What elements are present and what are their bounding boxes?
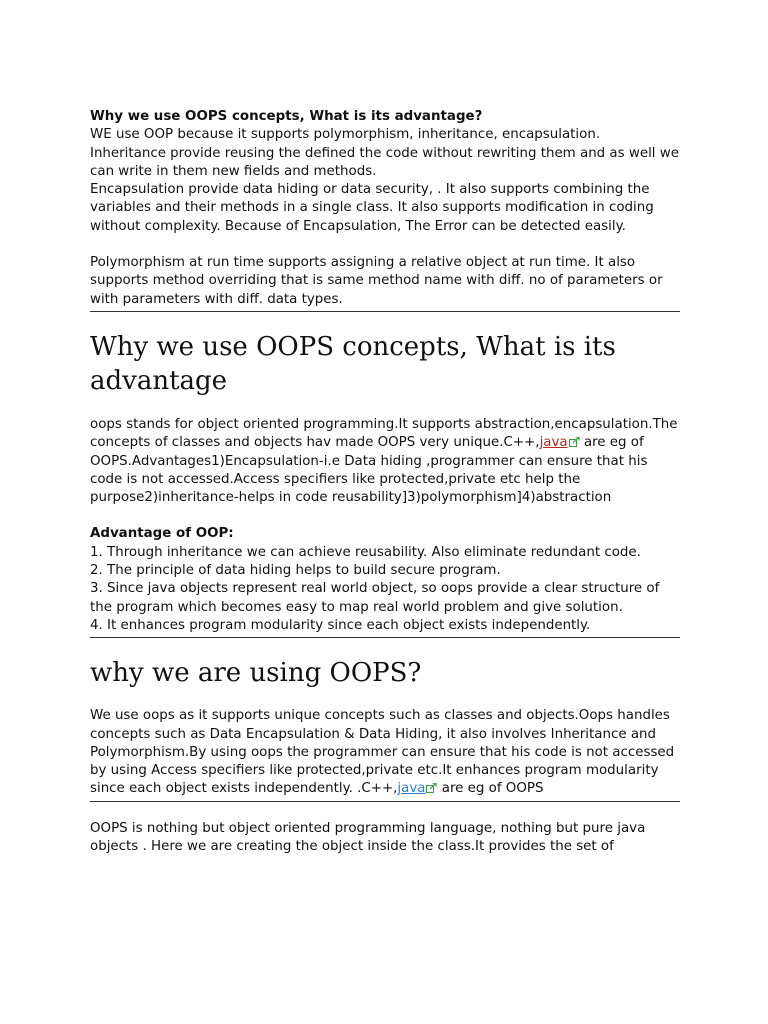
answer-3-title: why we are using OOPS? — [90, 658, 422, 689]
document-page — [90, 108, 680, 856]
answer-2-title: Why we use OOPS concepts, What is its advantage — [90, 331, 616, 396]
external-link-icon — [569, 437, 580, 447]
answer-1-heading: Why we use OOPS concepts, What is its advantage? — [90, 109, 483, 124]
java-link[interactable]: java — [397, 781, 426, 797]
java-link[interactable]: java — [539, 435, 568, 451]
answer-1-paragraph-3: Encapsulation provide data hiding or data security, . It also supports combining the variables and their methods in a single class. It also supports modification in coding without complexity. Because of Encapsulation, The Error can be detected easily. — [90, 182, 654, 234]
answer-2-intro: oops stands for object oriented programming.It supports abstraction,encapsulation.The concepts of classes and objects hav made OOPS very unique.C++,java are eg of OOPS.Advantages1)Encapsulation-i.e Data hiding ,programmer can ensure that his code is not accessed.Access specifiers like protected,private etc help the purpose2)inheritance-helps in code reusability]3)polymorphism]4)abstraction — [90, 416, 678, 506]
divider — [90, 637, 680, 638]
list-item: 1. Through inheritance we can achieve reusability. Also eliminate redundant code. — [90, 544, 641, 560]
answer-1-paragraph-2: Inheritance provide reusing the defined the code without rewriting them and as well we can write in them new fields and methods. — [90, 145, 679, 179]
answer-block-4 — [90, 820, 680, 857]
advantage-list — [90, 544, 680, 635]
answer-block-2 — [90, 330, 680, 638]
divider — [90, 311, 680, 312]
answer-3-text: We use oops as it supports unique concepts such as classes and objects.Oops handles concepts such as Data Encapsulation & Data Hiding, it also involves Inheritance and Polymorphism.By using oops the programmer can ensure that his code is not accessed by using Access specifiers like protected,private etc.It enhances program modularity since each object exists independently. .C++,java are eg of OOPS — [90, 708, 675, 797]
list-item: 3. Since java objects represent real world object, so oops provide a clear structure of the program which becomes easy to map real world problem and give solution. — [90, 581, 660, 615]
answer-1-paragraph-4: Polymorphism at run time supports assigning a relative object at run time. It also supports method overriding that is same method name with diff. no of parameters or with parameters with diff. data types. — [90, 255, 663, 307]
list-item: 4. It enhances program modularity since each object exists independently. — [90, 617, 591, 633]
external-link-icon — [426, 783, 437, 793]
answer-block-1 — [90, 108, 680, 312]
answer-4-text: OOPS is nothing but object oriented programming language, nothing but pure java objects . Here we are creating the object inside the class.It provides the set of — [90, 820, 646, 855]
answer-1-paragraph-1: WE use OOP because it supports polymorphism, inheritance, encapsulation. — [90, 127, 601, 143]
list-item: 2. The principle of data hiding helps to build secure program. — [90, 563, 501, 579]
advantage-heading: Advantage of OOP: — [90, 526, 234, 542]
answer-block-3 — [90, 656, 680, 801]
divider — [90, 801, 680, 802]
